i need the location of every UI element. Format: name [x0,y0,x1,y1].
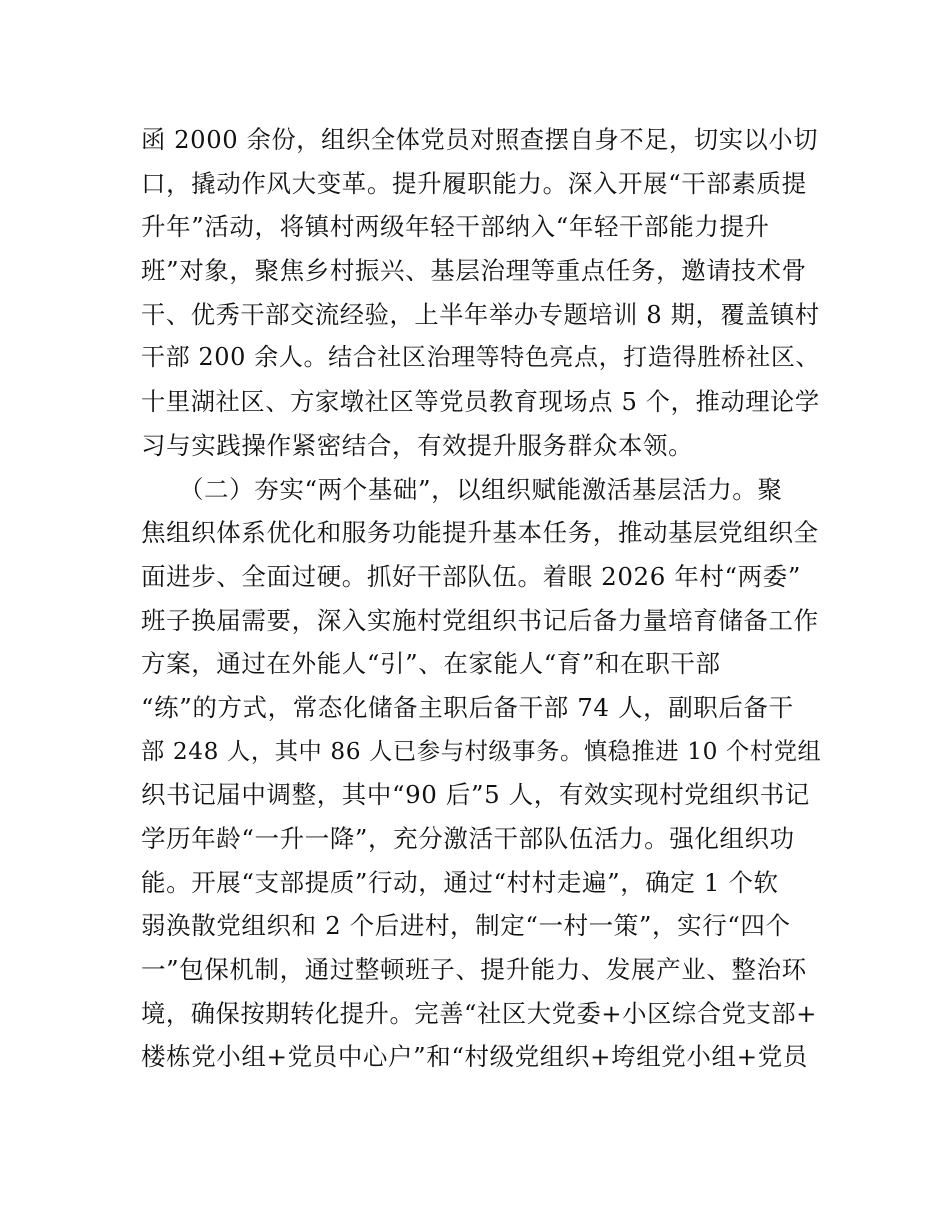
text-line: “练”的方式，常态化储备主职后备干部 74 人，副职后备干 [141,692,794,722]
text-line: 升年”活动，将镇村两级年轻干部纳入“年轻干部能力提升 [141,212,770,242]
text-line: 部 248 人，其中 86 人已参与村级事务。慎稳推进 10 个村党组 [141,737,822,765]
body-text [141,118,821,1079]
text-line: 织书记届中调整，其中“90 后”5 人，有效实现村党组织书记 [141,780,810,810]
text-line: 弱涣散党组织和 2 个后进村，制定“一村一策”，实行“四个 [141,911,791,941]
text-line: 方案，通过在外能人“引”、在家能人“育”和在职干部 [141,649,721,679]
text-line: 干部 200 余人。结合社区治理等特色亮点，打造得胜桥社区、 [141,343,821,372]
text-line: 十里湖社区、方家墩社区等党员教育现场点 5 个，推动理论学 [141,387,820,417]
text-line: 境，确保按期转化提升。完善“社区大党委+小区综合党支部+ [141,998,818,1028]
text-line: 面进步、全面过硬。抓好干部队伍。着眼 2026 年村“两委” [141,561,801,591]
text-line: 习与实践操作紧密结合，有效提升服务群众本领。 [141,430,694,460]
text-line: 焦组织体系优化和服务功能提升基本任务，推动基层党组织全 [141,518,819,548]
text-line: 口，撬动作风大变革。提升履职能力。深入开展“干部素质提 [141,168,807,198]
text-line: 班子换届需要，深入实施村党组织书记后备力量培育储备工作 [141,605,819,635]
text-line: 一”包保机制，通过整顿班子、提升能力、发展产业、整治环 [141,955,807,985]
text-line: 班”对象，聚焦乡村振兴、基层治理等重点任务，邀请技术骨 [141,256,807,286]
text-line: 函 2000 余份，组织全体党员对照查摆自身不足，切实以小切 [141,125,819,154]
text-line: 学历年龄“一升一降”，充分激活干部队伍活力。强化组织功 [141,824,795,853]
text-line: （二）夯实“两个基础”，以组织赋能激活基层活力。聚 [141,474,783,504]
text-line: 能。开展“支部提质”行动，通过“村村走遍”，确定 1 个软 [141,867,779,897]
text-line: 干、优秀干部交流经验，上半年举办专题培训 8 期，覆盖镇村 [141,299,820,329]
text-line: 楼栋党小组+党员中心户”和“村级党组织+垮组党小组+党员 [141,1042,808,1072]
